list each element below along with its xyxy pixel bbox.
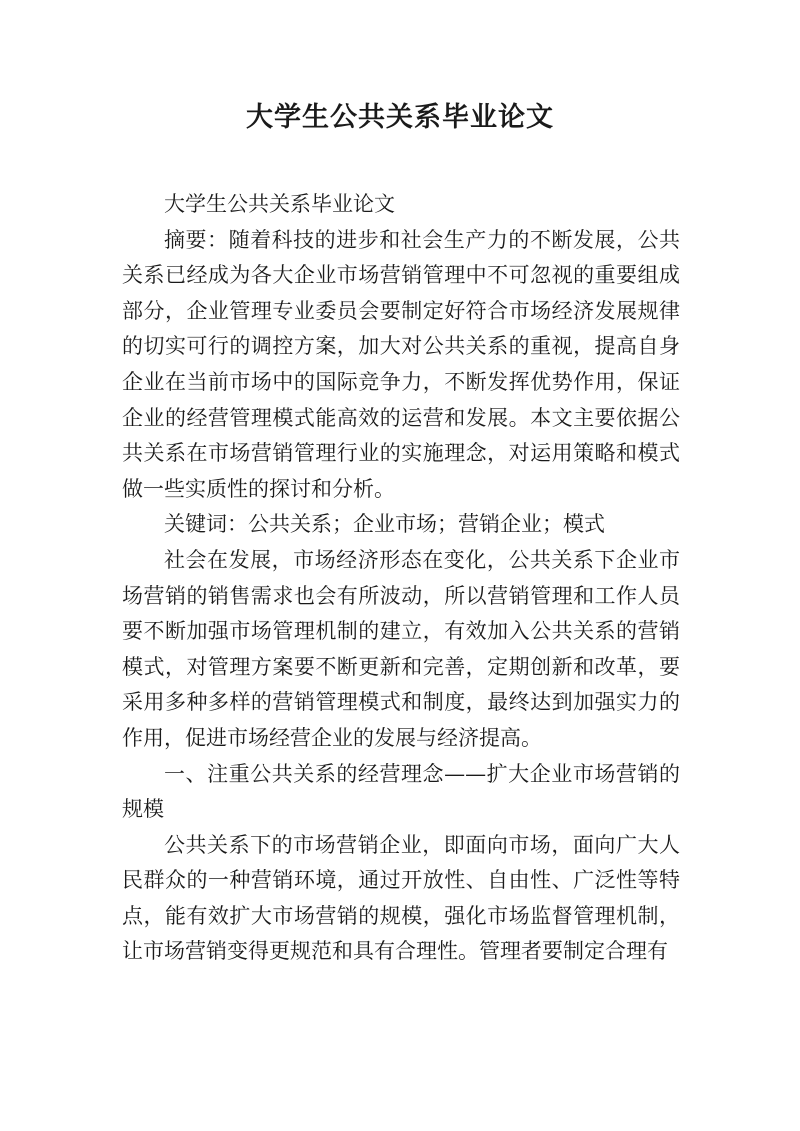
paragraph-section-1: 公共关系下的市场营销企业，即面向市场，面向广大人民群众的一种营销环境，通过开放性、自由性、广泛性等特点，能有效扩大市场营销的规模，强化市场监督管理机制，让市场营销变得更规范和具有合理性。管理者要制定合理有: [122, 832, 680, 964]
section-heading-1: 一、注重公共关系的经营理念——扩大企业市场营销的规模: [122, 761, 680, 822]
paragraph-intro: 社会在发展，市场经济形态在变化，公共关系下企业市场营销的销售需求也会有所波动，所以营销管理和工作人员要不断加强市场管理机制的建立，有效加入公共关系的营销模式，对管理方案要不断更新和完善，定期创新和改革，要采用多种多样的营销管理模式和制度，最终达到加强实力的作用，促进市场经营企业的发展与经济提高。: [122, 547, 680, 750]
paragraph-subtitle: 大学生公共关系毕业论文: [164, 192, 395, 216]
document-body: [122, 187, 680, 970]
paragraph-abstract: 摘要：随着科技的进步和社会生产力的不断发展，公共关系已经成为各大企业市场营销管理中不可忽视的重要组成部分，企业管理专业委员会要制定好符合市场经济发展规律的切实可行的调控方案，加大对公共关系的重视，提高自身企业在当前市场中的国际竞争力，不断发挥优势作用，保证企业的经营管理模式能高效的运营和发展。本文主要依据公共关系在市场营销管理行业的实施理念，对运用策略和模式做一些实质性的探讨和分析。: [122, 227, 680, 501]
document-title: 大学生公共关系毕业论文: [246, 102, 554, 133]
paragraph-keywords: 关键词：公共关系；企业市场；营销企业；模式: [164, 512, 605, 537]
